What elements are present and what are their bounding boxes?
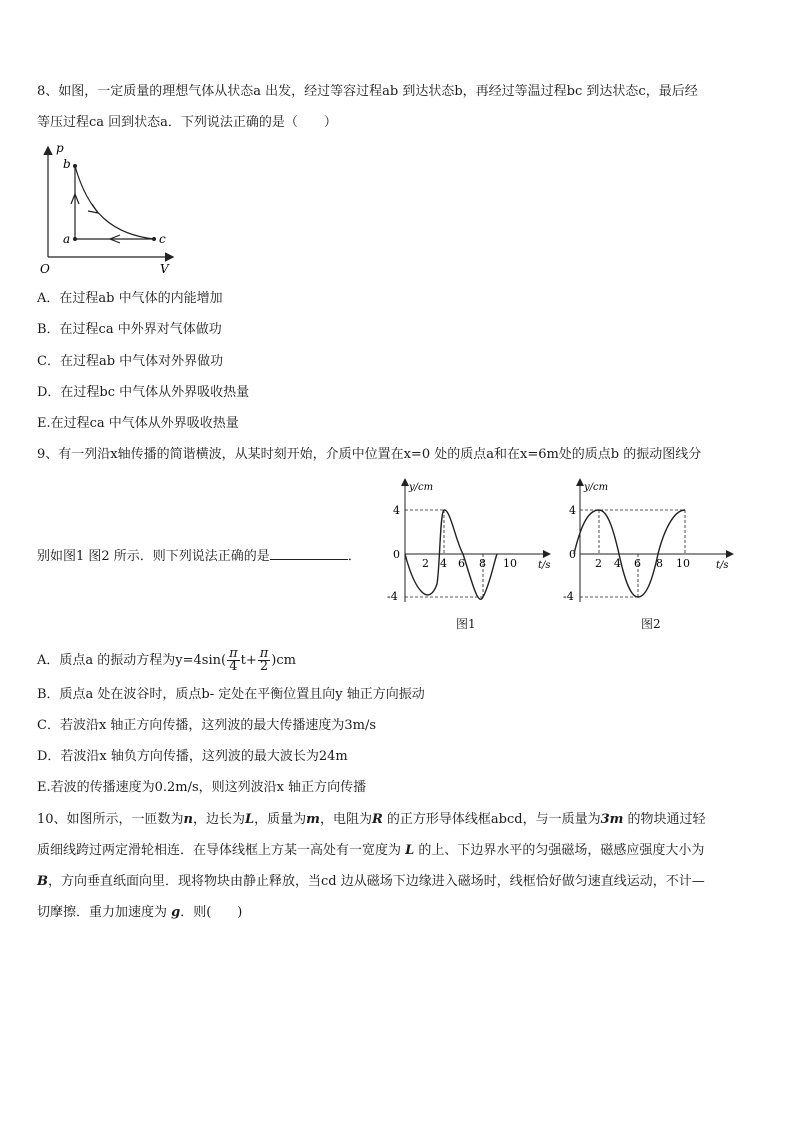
- fig1-xlabel: t/s: [538, 560, 551, 571]
- fig1-xtick-8: 8: [479, 557, 486, 570]
- q8-point-c: [152, 237, 156, 241]
- q8-v-label: V: [160, 262, 169, 276]
- q10-var-R: R: [371, 812, 383, 827]
- fig2-xtick-8: 8: [656, 557, 663, 570]
- fig2-xtick-10: 10: [676, 557, 690, 570]
- q9-option-a-post: )cm: [271, 653, 296, 668]
- frac1-num: π: [229, 646, 238, 661]
- q10-l4-a: 切摩擦．重力加速度为: [37, 905, 172, 920]
- q9-stem-line2: [37, 546, 361, 566]
- frac2-num: π: [259, 646, 269, 661]
- q10-l1-d: ，电阻为: [319, 812, 372, 827]
- q10-var-L2: L: [405, 843, 415, 858]
- q9-answer-blank: [270, 546, 348, 560]
- fig2-y-arrow: [576, 478, 584, 486]
- fig2-xlabel: t/s: [716, 560, 729, 571]
- q10-var-B: B: [37, 874, 48, 889]
- q9-fig1-caption: 图1: [456, 617, 476, 631]
- q10-l1-a: 10、如图所示，一匝数为: [37, 812, 184, 827]
- q9-option-a: [37, 648, 296, 674]
- fig1-x-arrow: [543, 550, 551, 558]
- q10-l1-f: 的物块通过轻: [623, 812, 706, 827]
- q9-option-d: D．若波沿x 轴负方向传播，这列波的最大波长为24m: [37, 749, 348, 764]
- fig1-ytick-0: 0: [393, 548, 400, 561]
- q10-stem-line2: [37, 842, 704, 860]
- q8-option-c: C．在过程ab 中气体对外界做功: [37, 354, 224, 369]
- q8-label-c: c: [159, 232, 166, 246]
- q10-var-3m: 3m: [600, 812, 624, 827]
- q8-label-b: b: [63, 157, 71, 171]
- q8-point-a: [73, 237, 77, 241]
- q9-option-a-frac2: [258, 648, 271, 673]
- q10-var-g: g: [171, 905, 181, 920]
- q8-point-b: [73, 164, 77, 168]
- q10-var-L: L: [245, 812, 255, 827]
- q8-origin-label: O: [40, 262, 50, 276]
- q9-option-a-mid: t+: [240, 653, 257, 668]
- fig2-xtick-2: 2: [595, 557, 602, 570]
- q9-stem-line2-text: 别如图1 图2 所示．则下列说法正确的是: [37, 549, 270, 564]
- q9-option-e: E.若波的传播速度为0.2m/s，则这列波沿x 轴正方向传播: [37, 780, 367, 795]
- q10-l2-a: 质细线跨过两定滑轮相连．在导体线框上方某一高处有一宽度为: [37, 843, 406, 858]
- q9-fig2: [560, 472, 740, 610]
- q10-l2-b: 的上、下边界水平的匀强磁场，磁感应强度大小为: [414, 843, 705, 858]
- q8-stem-line1: 8、如图，一定质量的理想气体从状态a 出发，经过等容过程ab 到达状态b，再经过等温过程bc 到达状态c，最后经: [37, 84, 698, 99]
- q10-l4-b: ．则( ): [180, 905, 243, 920]
- q10-l3-a: ，方向垂直纸面向里．现将物块由静止释放，当cd 边从磁场下边缘进入磁场时，线框恰好做匀速直线运动，不计—: [48, 874, 705, 889]
- q10-l1-c: ，质量为: [254, 812, 307, 827]
- fig1-xtick-6: 6: [458, 557, 465, 570]
- fig2-xtick-6: 6: [634, 557, 641, 570]
- q10-stem-line3: [37, 873, 705, 891]
- q9-fig1: [382, 472, 557, 610]
- q8-path-bc: [75, 166, 154, 239]
- q10-l1-e: 的正方形导体线框abcd，与一质量为: [382, 812, 601, 827]
- q8-arrow-bc: [88, 204, 98, 213]
- fig2-ylabel: y/cm: [584, 482, 609, 493]
- q8-option-b: B．在过程ca 中外界对气体做功: [37, 322, 222, 337]
- fig1-xtick-4: 4: [440, 557, 447, 570]
- q10-stem-line4: [37, 904, 242, 922]
- fig1-ylabel: y/cm: [409, 482, 434, 493]
- q9-option-a-frac1: [227, 648, 240, 673]
- frac1-den: 4: [229, 659, 238, 674]
- q10-var-n: n: [183, 812, 193, 827]
- q8-option-d: D．在过程bc 中气体从外界吸收热量: [37, 385, 250, 400]
- fig1-y-arrow: [401, 478, 409, 486]
- fig1-xtick-2: 2: [422, 557, 429, 570]
- q9-option-b: B．质点a 处在波谷时，质点b- 定处在平衡位置且向y 轴正方向振动: [37, 687, 425, 702]
- q8-option-e: E.在过程ca 中气体从外界吸收热量: [37, 416, 239, 431]
- q9-option-a-pre: A．质点a 的振动方程为y=4sin(: [37, 653, 227, 668]
- q8-stem-line2: 等压过程ca 回到状态a．下列说法正确的是（ ）: [37, 115, 337, 130]
- fig2-ytick-4: 4: [569, 504, 576, 517]
- q10-stem-line1: [37, 811, 706, 829]
- q9-fig2-caption: 图2: [641, 617, 661, 631]
- frac2-den: 2: [259, 659, 269, 674]
- q8-pv-diagram: [36, 142, 176, 280]
- q9-stem-line1: 9、有一列沿x轴传播的简谐横波，从某时刻开始，介质中位置在x=0 处的质点a和在x=6m处的质点b 的振动图线分: [37, 447, 702, 462]
- q8-option-a: A．在过程ab 中气体的内能增加: [37, 291, 223, 306]
- fig2-xtick-4: 4: [614, 557, 621, 570]
- fig2-ytick-0: 0: [569, 548, 576, 561]
- fig1-ytick-neg4: -4: [387, 590, 398, 603]
- fig2-ytick-neg4: -4: [563, 590, 574, 603]
- q8-p-label: p: [56, 142, 64, 155]
- q10-l1-b: ，边长为: [193, 812, 246, 827]
- fig2-x-arrow: [726, 550, 734, 558]
- fig1-xtick-10: 10: [503, 557, 517, 570]
- q9-stem-line2-end: ．: [347, 549, 361, 564]
- fig1-ytick-4: 4: [393, 504, 400, 517]
- q9-option-c: C．若波沿x 轴正方向传播，这列波的最大传播速度为3m/s: [37, 718, 377, 733]
- q10-var-m: m: [306, 812, 320, 827]
- q8-label-a: a: [63, 232, 71, 246]
